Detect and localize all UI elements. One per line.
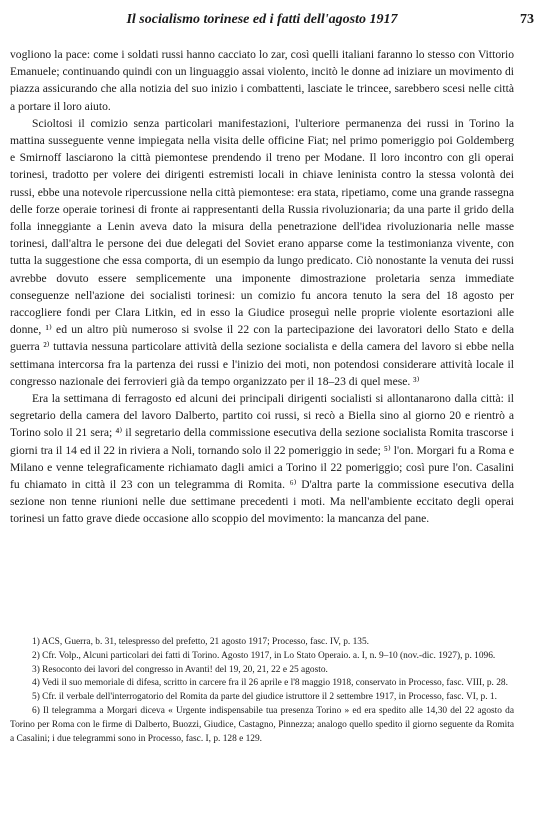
paragraph-ferragosto: Era la settimana di ferragosto ed alcuni dei principali dirigenti socialisti si allontanarono dalla città: il segretario della camera del lavoro Dalberto, partito coi russi, si recò a Biella sino al giorno 20 e rientrò a Torino solo il 21 sera; ⁴⁾ il segretario della commissione esecutiva della sezione socialista Romita trascorse i giorni tra il 14 ed il 22 in riviera a Noli, tornando solo il 22 pomeriggio in sede; ⁵⁾ l'on. Morgari fu a Roma e Milano e venne telegraficamente richiamato dagli amici a Torino il 22 pomeriggio; così pure l'on. Casalini fu chiamato in città il 23 con un telegramma di Romita. ⁶⁾ D'altra parte la commissione esecutiva della sezione non tenne riunioni nelle due settimane precedenti i moti. Ma nell'ambiente eccitato degli operai torinesi un fatto grave diede occasione allo scoppio del movimento: la mancanza del pane. <box>10 392 514 526</box>
paragraph-continuation: vogliono la pace: come i soldati russi hanno cacciato lo zar, così quelli italiani faranno lo stesso con Vittorio Emanuele; continuando quindi con un linguaggio assai violento, incitò le donne ad iniziare un movimento di piazza assicurando che alla notizia del suo inizio i combattenti, lasciate le trincee, sarebbero scesi nelle città a portare il loro aiuto. <box>10 48 514 113</box>
footnote-2: 2) Cfr. Volp., Alcuni particolari dei fatti di Torino. Agosto 1917, in Lo Stato Operaio. a. I, n. 9–10 (nov.-dic. 1927), p. 1096. <box>32 650 496 661</box>
footnote-4: 4) Vedi il suo memoriale di difesa, scritto in carcere fra il 26 aprile e l'8 maggio 1918, conservato in Processo, fasc. VIII, p. 28. <box>32 678 508 689</box>
footnotes <box>10 636 514 746</box>
footnote-3: 3) Resoconto dei lavori del congresso in Avanti! del 19, 20, 21, 22 e 25 agosto. <box>32 664 328 675</box>
body-text <box>10 46 514 528</box>
page-number: 73 <box>520 12 534 27</box>
footnote-1: 1) ACS, Guerra, b. 31, telespresso del prefetto, 21 agosto 1917; Processo, fasc. IV, p. 135. <box>32 637 370 647</box>
running-title: Il socialismo torinese ed i fatti dell'agosto 1917 <box>126 12 398 27</box>
page-header <box>10 10 534 30</box>
footnote-6: 6) Il telegramma a Morgari diceva « Urgente indispensabile tua presenza Torino » ed era spedito alle 14,30 del 22 agosto da Torino per Roma con le firme di Dalberto, Buozzi, Giudice, Castagno, Pinnezza; analogo quello spedito il giorno seguente da Romita a Casalini; i due telegrammi sono in Processo, fasc. I, p. 128 e 129. <box>10 705 514 744</box>
footnote-5: 5) Cfr. il verbale dell'interrogatorio del Romita da parte del giudice istruttore il 2 settembre 1917, in Processo, fasc. VI, p. 1. <box>32 692 497 703</box>
paragraph-russian-visit: Scioltosi il comizio senza particolari manifestazioni, l'ulteriore permanenza dei russi in Torino la mattina susseguente venne impiegata nella visita delle officine Fiat; nel primo pomeriggio poi Goldemberg e Smirnoff lasciarono la città piemontese prendendo il treno per Modane. Il loro incontro con gli operai torinesi, tradotto per volere dei dirigenti estremisti locali in chiave leninista contro la stessa volontà dei russi, ebbe una notevole ripercussione nella città piemontese: era stata, ripetiamo, come una grande rassegna delle forze operaie torinesi di fronte ai rappresentanti della Russia rivoluzionaria; da una parte il grido della folla inneggiante a Lenin aveva dato la misura della penetrazione dell'idea rivoluzionaria nelle masse torinesi, dall'altra le persone dei due delegati del Soviet erano apparse come la testimonianza vivente, con tutta la suggestione che essa comporta, di un esempio da lungo predicato. Ciò nonostante la venuta dei russi avrebbe dovuto essere semplicemente una imponente dimostrazione proletaria senza immediate conseguenze nell'azione dei socialisti torinesi: un comizio fu ancora tenuto la sera del 18 agosto per raccogliere fondi per Clara Litkin, ed in esso la Giudice proseguì nelle proprie violente esortazioni alle donne, ¹⁾ ed un altro più numeroso si svolse il 22 con la partecipazione dei lavoratori dello Stato e della guerra ²⁾ tuttavia nessuna particolare attività della sezione socialista e della camera del lavoro si ebbe nella settimana intercorsa fra la partenza dei russi e l'inizio dei moti, non potendosi considerare attività locale il congresso nazionale dei ferrovieri già da tempo organizzato per il 18–23 di quel mese. ³⁾ <box>10 116 514 388</box>
